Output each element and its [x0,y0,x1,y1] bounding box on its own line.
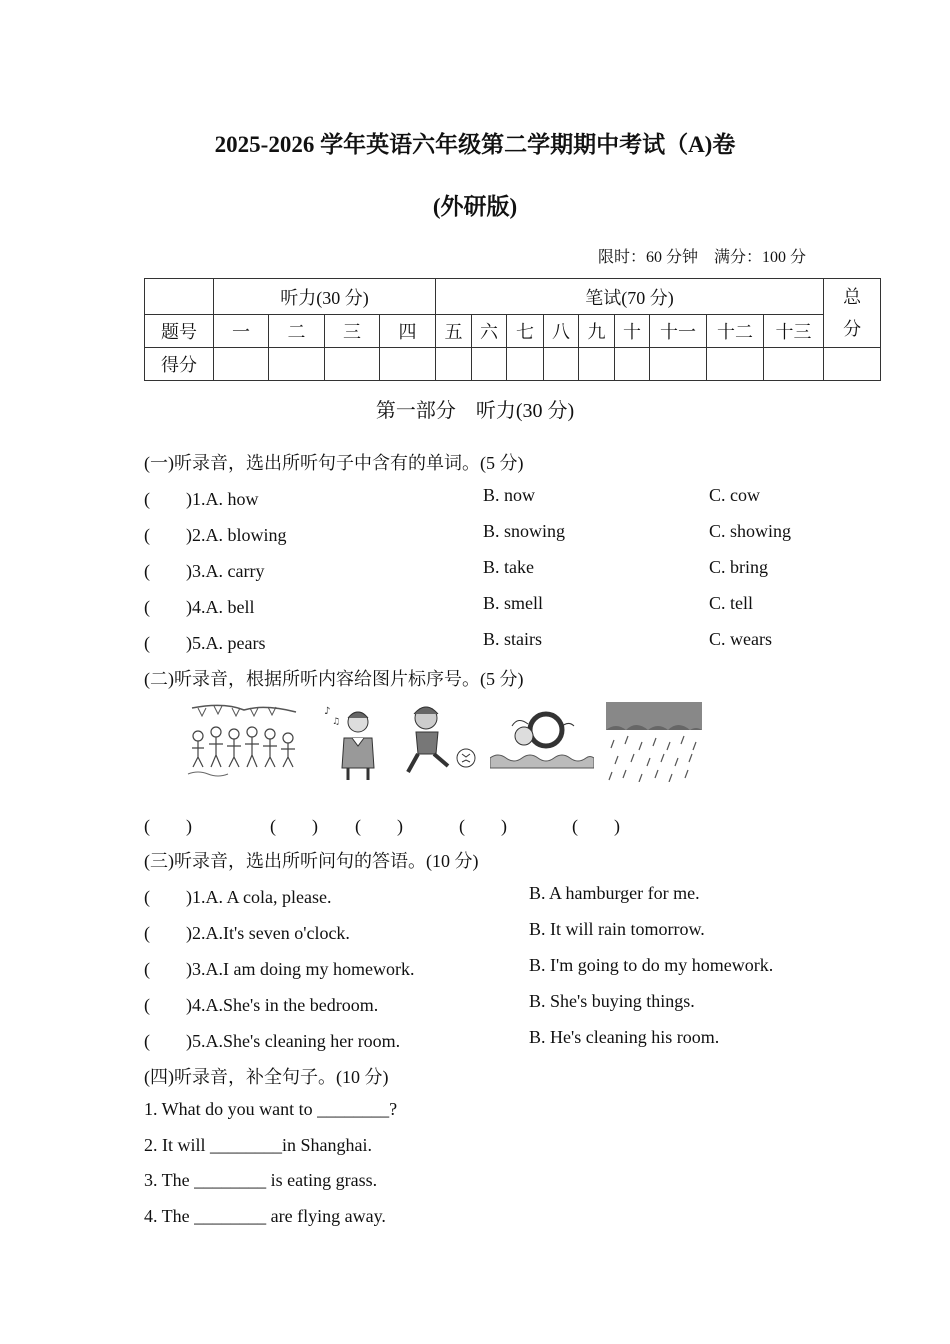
score-cell[interactable] [764,348,824,381]
s2-blank-2[interactable]: ( ) [270,816,318,836]
s3-q1-b: B. A hamburger for me. [529,883,700,903]
exam-meta: 限时：60 分钟 满分：100 分 [597,249,806,266]
s3-q5-b: B. He's cleaning his room. [529,1027,720,1047]
s3-q3-b: B. I'm going to do my homework. [529,955,774,975]
s4-q2: 2. It will ________in Shanghai. [144,1135,372,1155]
col-header: 五 [436,315,472,348]
s2-blank-5[interactable]: ( ) [572,816,620,836]
section2-heading: (二)听录音，根据所听内容给图片标序号。(5 分) [144,669,524,689]
section4-heading: (四)听录音，补全句子。(10 分) [144,1067,389,1087]
total-header [824,279,881,348]
col-header: 九 [579,315,615,348]
score-cell[interactable] [650,348,707,381]
score-cell[interactable] [436,348,472,381]
score-cell[interactable] [325,348,380,381]
row-label-score: 得分 [145,348,214,381]
score-cell[interactable] [269,348,325,381]
col-header: 二 [269,315,325,348]
s3-q2-b: B. It will rain tomorrow. [529,919,705,939]
col-header: 十三 [764,315,824,348]
s3-q5-a: ( )5.A.She's cleaning her room. [144,1031,401,1051]
s1-q1-a: ( )1.A. how [144,489,259,509]
s2-blank-1[interactable]: ( ) [144,816,192,836]
s1-q5-c: C. wears [709,629,772,649]
col-header: 一 [214,315,269,348]
score-cell[interactable] [615,348,650,381]
section3-heading: (三)听录音，选出所听问句的答语。(10 分) [144,851,479,871]
total-bottom: 分 [843,319,862,339]
listening-header: 听力(30 分) [214,279,436,315]
score-cell[interactable] [707,348,764,381]
s4-q1: 1. What do you want to ________? [144,1099,398,1119]
s1-q4-b: B. smell [483,593,544,613]
singing-boy-picture [322,702,378,782]
score-cell[interactable] [507,348,544,381]
s4-q3: 3. The ________ is eating grass. [144,1170,378,1190]
s3-q1-a: ( )1.A. A cola, please. [144,887,332,907]
s1-q5-b: B. stairs [483,629,543,649]
score-cell[interactable] [472,348,507,381]
col-header: 三 [325,315,380,348]
football-boy-picture [400,702,478,782]
col-header: 八 [544,315,579,348]
s1-q2-a: ( )2.A. blowing [144,525,287,545]
svg-text:♪: ♪ [324,706,331,717]
page-subtitle: (外研版) [432,194,518,219]
score-cell[interactable] [579,348,615,381]
s2-blank-4[interactable]: ( ) [459,816,507,836]
s1-q4-c: C. tell [709,593,753,613]
svg-text:♫: ♫ [332,717,341,727]
s1-q1-b: B. now [483,485,536,505]
writing-header: 笔试(70 分) [436,279,824,315]
col-header: 十二 [707,315,764,348]
s1-q2-b: B. snowing [483,521,566,541]
s1-q5-a: ( )5.A. pears [144,633,266,653]
col-header: 十 [615,315,650,348]
s1-q3-b: B. take [483,557,534,577]
s1-q3-a: ( )3.A. carry [144,561,265,581]
score-cell[interactable] [380,348,436,381]
s1-q2-c: C. showing [709,521,792,541]
s1-q1-c: C. cow [709,485,760,505]
s2-blank-3[interactable]: ( ) [355,816,403,836]
row-label-number: 题号 [145,315,214,348]
s1-q3-c: C. bring [709,557,769,577]
score-cell[interactable] [214,348,269,381]
party-picture [184,702,304,782]
page-title: 2025-2026 学年英语六年级第二学期期中考试（A)卷 [214,132,736,157]
total-top: 总 [843,287,862,307]
s3-q2-a: ( )2.A.It's seven o'clock. [144,923,350,943]
rain-picture [606,702,702,782]
col-header: 六 [472,315,507,348]
swimming-picture [490,702,594,782]
score-cell-total[interactable] [824,348,881,381]
part1-title: 第一部分 听力(30 分) [375,400,575,422]
s4-q4: 4. The ________ are flying away. [144,1206,386,1226]
s3-q4-b: B. She's buying things. [529,991,695,1011]
s3-q4-a: ( )4.A.She's in the bedroom. [144,995,379,1015]
score-table [144,278,881,381]
col-header: 十一 [650,315,707,348]
score-cell[interactable] [544,348,579,381]
score-table-corner [145,279,214,315]
section1-heading: (一)听录音，选出所听句子中含有的单词。(5 分) [144,453,524,473]
s3-q3-a: ( )3.A.I am doing my homework. [144,959,415,979]
col-header: 七 [507,315,544,348]
col-header: 四 [380,315,436,348]
s1-q4-a: ( )4.A. bell [144,597,255,617]
